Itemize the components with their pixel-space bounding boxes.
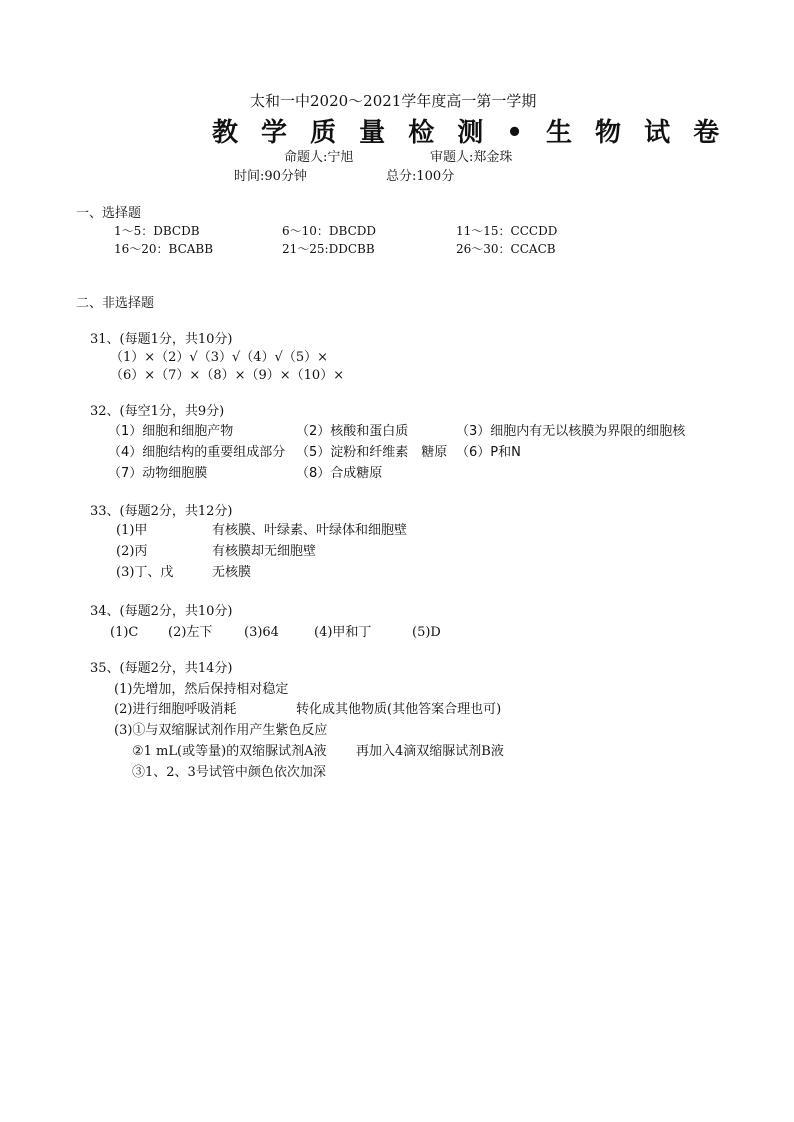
q32-title: 32、(每空1分，共9分) xyxy=(90,404,225,419)
q35-line1: (1)先增加，然后保持相对稳定 xyxy=(114,682,289,697)
mc-answer-6-10: 6～10：DBCDD xyxy=(282,224,376,238)
mc-answer-21-25: 21～25:DDCBB xyxy=(282,242,375,256)
mc-answer-16-20: 16～20：BCABB xyxy=(114,242,214,256)
q35-line5: ③1、2、3号试管中颜色依次加深 xyxy=(132,765,326,780)
q32-item-6: （6）P和N xyxy=(456,445,521,460)
q34-title: 34、(每题2分，共10分) xyxy=(90,604,233,619)
q35-line4b: 再加入4滴双缩脲试剂B液 xyxy=(356,744,504,759)
q32-item-1: （1）细胞和细胞产物 xyxy=(108,424,234,439)
q32-item-4: （4）细胞结构的重要组成部分 xyxy=(108,445,286,460)
q35-line3: (3)①与双缩脲试剂作用产生紫色反应 xyxy=(114,723,328,738)
q32-item-7: （7）动物细胞膜 xyxy=(108,466,208,481)
q35-line4a: ②1 mL(或等量)的双缩脲试剂A液 xyxy=(132,744,327,759)
q33-text-1: 有核膜、叶绿素、叶绿体和细胞壁 xyxy=(212,523,408,538)
reviewer: 审题人:郑金珠 xyxy=(430,150,513,165)
q31-line1: （1）×（2）√（3）√（4）√（5）× xyxy=(110,350,328,365)
mc-answer-11-15: 11～15：CCCDD xyxy=(456,224,558,238)
section1-heading: 一、选择题 xyxy=(76,206,142,221)
q32-item-8: （8）合成糖原 xyxy=(296,466,383,481)
q31-line2: （6）×（7）×（8）×（9）×（10）× xyxy=(110,368,345,383)
exam-title: 教 学 质 量 检 测 • 生 物 试 卷 xyxy=(212,118,727,148)
school-line: 太和一中2020～2021学年度高一第一学期 xyxy=(250,92,537,110)
q32-item-2: （2）核酸和蛋白质 xyxy=(296,424,409,439)
q34-item-2: (2)左下 xyxy=(168,625,213,640)
q33-label-1: (1)甲 xyxy=(116,523,148,538)
q31-title: 31、(每题1分，共10分) xyxy=(90,332,233,347)
q35-title: 35、(每题2分，共14分) xyxy=(90,661,233,676)
q34-item-1: (1)C xyxy=(110,625,139,640)
q32-item-3: （3）细胞内有无以核膜为界限的细胞核 xyxy=(456,424,686,439)
q34-item-3: (3)64 xyxy=(244,625,279,640)
q33-label-2: (2)丙 xyxy=(116,544,148,559)
exam-time: 时间:90分钟 xyxy=(234,169,307,184)
q33-text-3: 无核膜 xyxy=(212,565,252,580)
mc-answer-1-5: 1～5：DBCDB xyxy=(114,224,200,238)
q35-line2a: (2)进行细胞呼吸消耗 xyxy=(114,702,237,717)
q34-item-5: (5)D xyxy=(412,625,441,640)
q32-item-5: （5）淀粉和纤维素 糖原 xyxy=(296,445,448,460)
section2-heading: 二、非选择题 xyxy=(76,296,155,311)
total-score: 总分:100分 xyxy=(386,169,455,184)
q35-line2b: 转化成其他物质(其他答案合理也可) xyxy=(296,702,502,717)
q34-item-4: (4)甲和丁 xyxy=(314,625,372,640)
q33-title: 33、(每题2分，共12分) xyxy=(90,504,233,519)
q33-text-2: 有核膜却无细胞壁 xyxy=(212,544,317,559)
author: 命题人:宁旭 xyxy=(284,150,354,165)
mc-answer-26-30: 26～30：CCACB xyxy=(456,242,556,256)
q33-label-3: (3)丁、戊 xyxy=(116,565,174,580)
